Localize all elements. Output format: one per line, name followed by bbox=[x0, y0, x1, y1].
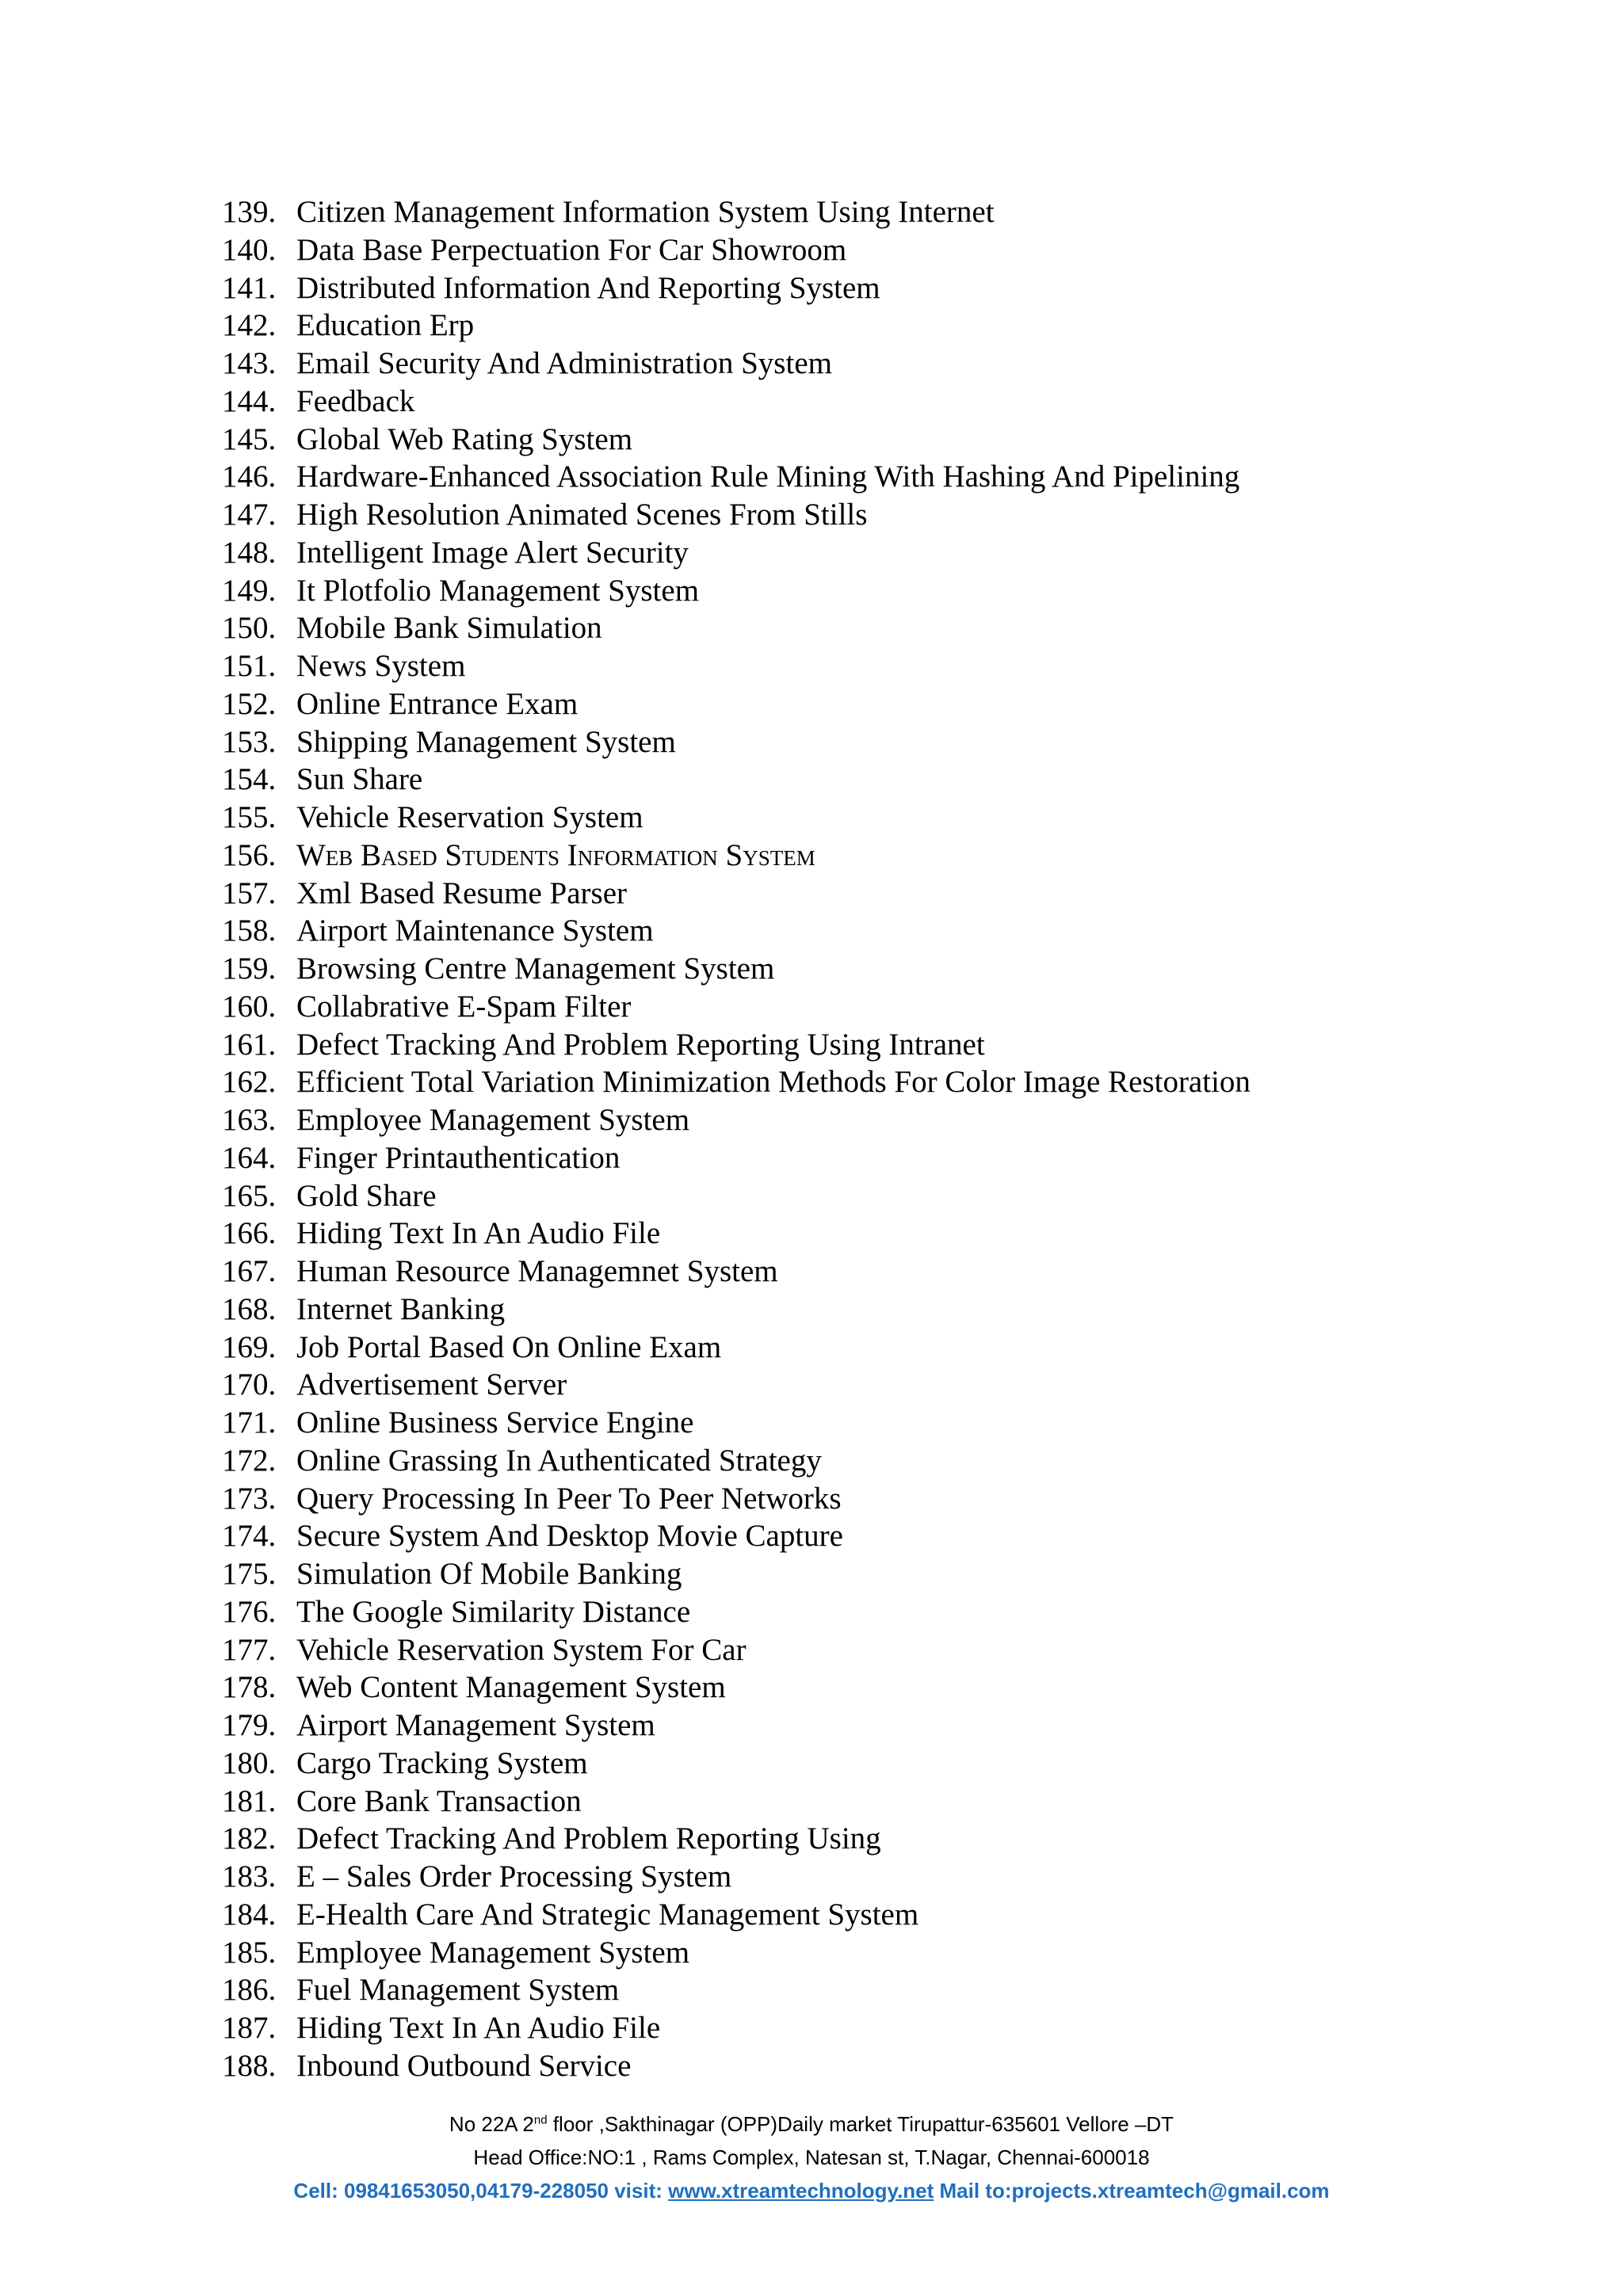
list-item bbox=[222, 2047, 1251, 2085]
item-title: Email Security And Administration System bbox=[296, 346, 832, 380]
item-title: E-Health Care And Strategic Management System bbox=[296, 1897, 919, 1932]
item-number: 144. bbox=[222, 383, 277, 418]
item-title: E – Sales Order Processing System bbox=[296, 1859, 732, 1894]
item-number: 142. bbox=[222, 308, 277, 343]
item-number: 185. bbox=[222, 1935, 277, 1970]
item-number: 163. bbox=[222, 1103, 277, 1137]
item-title: Online Entrance Exam bbox=[296, 686, 579, 721]
item-title: Defect Tracking And Problem Reporting Using bbox=[296, 1821, 881, 1856]
item-number: 141. bbox=[222, 270, 277, 305]
list-item bbox=[222, 761, 1251, 799]
item-number: 143. bbox=[222, 346, 277, 380]
item-number: 172. bbox=[222, 1443, 277, 1478]
list-item bbox=[222, 988, 1251, 1026]
list-item bbox=[222, 1745, 1251, 1783]
list-item bbox=[222, 647, 1251, 685]
item-title: Vehicle Reservation System For Car bbox=[296, 1632, 747, 1667]
item-title: Vehicle Reservation System bbox=[296, 800, 643, 834]
list-item bbox=[222, 307, 1251, 345]
list-item bbox=[222, 1366, 1251, 1404]
website-link[interactable]: www.xtreamtechnology.net bbox=[668, 2179, 934, 2203]
item-number: 180. bbox=[222, 1745, 277, 1780]
list-item bbox=[222, 799, 1251, 837]
item-number: 147. bbox=[222, 498, 277, 532]
item-title: Online Grassing In Authenticated Strategy bbox=[296, 1443, 822, 1478]
item-title: Distributed Information And Reporting System bbox=[296, 270, 880, 305]
item-number: 146. bbox=[222, 460, 277, 494]
item-number: 179. bbox=[222, 1708, 277, 1742]
item-title: Defect Tracking And Problem Reporting Using Intranet bbox=[296, 1027, 985, 1062]
list-item bbox=[222, 2009, 1251, 2047]
item-number: 145. bbox=[222, 421, 277, 456]
item-title: Hiding Text In An Audio File bbox=[296, 1216, 661, 1251]
item-number: 152. bbox=[222, 686, 277, 721]
item-title: Internet Banking bbox=[296, 1291, 506, 1326]
list-item bbox=[222, 421, 1251, 459]
item-number: 148. bbox=[222, 535, 277, 570]
list-item bbox=[222, 572, 1251, 610]
footer-address-suffix: floor ,Sakthinagar (OPP)Daily market Tirupattur-635601 Vellore –DT bbox=[547, 2112, 1174, 2136]
item-title: Employee Management System bbox=[296, 1935, 690, 1970]
item-title: Shipping Management System bbox=[296, 724, 676, 759]
item-title: Xml Based Resume Parser bbox=[296, 875, 628, 910]
item-number: 188. bbox=[222, 2048, 277, 2083]
item-number: 155. bbox=[222, 800, 277, 834]
item-title: Inbound Outbound Service bbox=[296, 2048, 632, 2083]
item-number: 174. bbox=[222, 1519, 277, 1554]
item-title: Query Processing In Peer To Peer Networks bbox=[296, 1481, 842, 1516]
item-title: Job Portal Based On Online Exam bbox=[296, 1329, 722, 1364]
item-title: Employee Management System bbox=[296, 1103, 690, 1137]
list-item bbox=[222, 534, 1251, 572]
list-item bbox=[222, 1442, 1251, 1480]
footer-address-sup: nd bbox=[533, 2113, 548, 2127]
list-item bbox=[222, 1820, 1251, 1858]
item-title: Data Base Perpectuation For Car Showroom bbox=[296, 232, 847, 267]
item-title: Gold Share bbox=[296, 1178, 437, 1213]
item-title: Simulation Of Mobile Banking bbox=[296, 1557, 682, 1591]
item-number: 170. bbox=[222, 1367, 277, 1402]
item-title: Airport Maintenance System bbox=[296, 913, 654, 948]
footer-contact-prefix: Cell: 09841653050,04179-228050 visit: bbox=[293, 2179, 669, 2203]
item-number: 181. bbox=[222, 1783, 277, 1818]
item-number: 183. bbox=[222, 1859, 277, 1894]
list-item bbox=[222, 1253, 1251, 1291]
item-number: 159. bbox=[222, 952, 277, 986]
footer-address-prefix: No 22A 2 bbox=[449, 2112, 534, 2136]
item-title: Sun Share bbox=[296, 762, 423, 797]
item-number: 149. bbox=[222, 573, 277, 608]
footer-head-office: Head Office:NO:1 , Rams Complex, Natesan st, T.Nagar, Chennai-600018 bbox=[473, 2145, 1150, 2169]
item-number: 164. bbox=[222, 1140, 277, 1175]
list-item bbox=[222, 1971, 1251, 2009]
item-number: 165. bbox=[222, 1178, 277, 1213]
list-item bbox=[222, 1517, 1251, 1555]
item-title: Secure System And Desktop Movie Capture bbox=[296, 1519, 843, 1554]
list-item bbox=[222, 950, 1251, 988]
item-number: 158. bbox=[222, 913, 277, 948]
list-item bbox=[222, 1669, 1251, 1707]
item-title: The Google Similarity Distance bbox=[296, 1594, 691, 1629]
footer-contact bbox=[0, 2174, 1623, 2207]
item-title: Feedback bbox=[296, 383, 415, 418]
item-title: Mobile Bank Simulation bbox=[296, 611, 602, 646]
list-item bbox=[222, 496, 1251, 534]
list-item bbox=[222, 1101, 1251, 1139]
item-number: 151. bbox=[222, 649, 277, 683]
item-title: Web Content Management System bbox=[296, 1670, 726, 1705]
item-title: Hardware-Enhanced Association Rule Mining With Hashing And Pipelining bbox=[296, 460, 1240, 494]
item-number: 187. bbox=[222, 2011, 277, 2045]
list-item bbox=[222, 1291, 1251, 1329]
item-number: 171. bbox=[222, 1405, 277, 1440]
item-title: Fuel Management System bbox=[296, 1973, 620, 2008]
item-number: 150. bbox=[222, 611, 277, 646]
item-title: Web Based Students Information System bbox=[296, 837, 815, 872]
item-title: News System bbox=[296, 649, 466, 683]
item-title: Core Bank Transaction bbox=[296, 1783, 582, 1818]
item-number: 177. bbox=[222, 1632, 277, 1667]
list-item bbox=[222, 1215, 1251, 1253]
item-title: Browsing Centre Management System bbox=[296, 952, 775, 986]
list-item bbox=[222, 1329, 1251, 1367]
item-number: 162. bbox=[222, 1065, 277, 1100]
item-title: Education Erp bbox=[296, 308, 475, 343]
item-title: Human Resource Managemnet System bbox=[296, 1254, 778, 1288]
item-title: Citizen Management Information System Using Internet bbox=[296, 195, 995, 229]
list-item bbox=[222, 231, 1251, 269]
list-item bbox=[222, 458, 1251, 496]
item-title: High Resolution Animated Scenes From Stills bbox=[296, 498, 868, 532]
item-title: Advertisement Server bbox=[296, 1367, 567, 1402]
item-number: 153. bbox=[222, 724, 277, 759]
list-item bbox=[222, 723, 1251, 761]
item-number: 157. bbox=[222, 875, 277, 910]
list-item bbox=[222, 383, 1251, 421]
list-item bbox=[222, 875, 1251, 913]
list-item bbox=[222, 1593, 1251, 1631]
item-number: 175. bbox=[222, 1557, 277, 1591]
item-number: 182. bbox=[222, 1821, 277, 1856]
item-number: 156. bbox=[222, 837, 277, 872]
list-item bbox=[222, 1783, 1251, 1821]
list-item bbox=[222, 1896, 1251, 1934]
list-item bbox=[222, 269, 1251, 307]
list-item bbox=[222, 1404, 1251, 1442]
item-number: 176. bbox=[222, 1594, 277, 1629]
item-title: Efficient Total Variation Minimization Methods For Color Image Restoration bbox=[296, 1065, 1251, 1100]
item-number: 154. bbox=[222, 762, 277, 797]
list-item bbox=[222, 912, 1251, 950]
item-number: 167. bbox=[222, 1254, 277, 1288]
item-number: 168. bbox=[222, 1291, 277, 1326]
list-item bbox=[222, 609, 1251, 647]
list-item bbox=[222, 1177, 1251, 1215]
item-number: 178. bbox=[222, 1670, 277, 1705]
list-item bbox=[222, 345, 1251, 383]
item-number: 160. bbox=[222, 989, 277, 1024]
item-title: Global Web Rating System bbox=[296, 421, 633, 456]
list-item bbox=[222, 1707, 1251, 1745]
list-item bbox=[222, 1934, 1251, 1972]
list-item bbox=[222, 1139, 1251, 1177]
item-number: 173. bbox=[222, 1481, 277, 1516]
item-title: It Plotfolio Management System bbox=[296, 573, 700, 608]
item-title: Airport Management System bbox=[296, 1708, 655, 1742]
list-item bbox=[222, 1480, 1251, 1518]
item-title: Finger Printauthentication bbox=[296, 1140, 621, 1175]
item-number: 169. bbox=[222, 1329, 277, 1364]
item-number: 166. bbox=[222, 1216, 277, 1251]
list-item bbox=[222, 193, 1251, 231]
list-item bbox=[222, 685, 1251, 723]
item-title: Online Business Service Engine bbox=[296, 1405, 694, 1440]
page-footer bbox=[0, 2107, 1623, 2207]
item-number: 161. bbox=[222, 1027, 277, 1062]
list-item bbox=[222, 1063, 1251, 1101]
item-title: Cargo Tracking System bbox=[296, 1745, 588, 1780]
list-item bbox=[222, 1858, 1251, 1896]
item-number: 186. bbox=[222, 1973, 277, 2008]
footer-address bbox=[0, 2107, 1623, 2141]
item-title: Intelligent Image Alert Security bbox=[296, 535, 689, 570]
item-number: 139. bbox=[222, 195, 277, 229]
list-item bbox=[222, 1631, 1251, 1669]
project-list bbox=[222, 193, 1251, 2085]
item-title: Collabrative E-Spam Filter bbox=[296, 989, 632, 1024]
item-title: Hiding Text In An Audio File bbox=[296, 2011, 661, 2045]
item-number: 140. bbox=[222, 232, 277, 267]
list-item bbox=[222, 1555, 1251, 1593]
footer-contact-suffix: Mail to:projects.xtreamtech@gmail.com bbox=[934, 2179, 1330, 2203]
item-number: 184. bbox=[222, 1897, 277, 1932]
list-item bbox=[222, 837, 1251, 875]
list-item bbox=[222, 1026, 1251, 1064]
